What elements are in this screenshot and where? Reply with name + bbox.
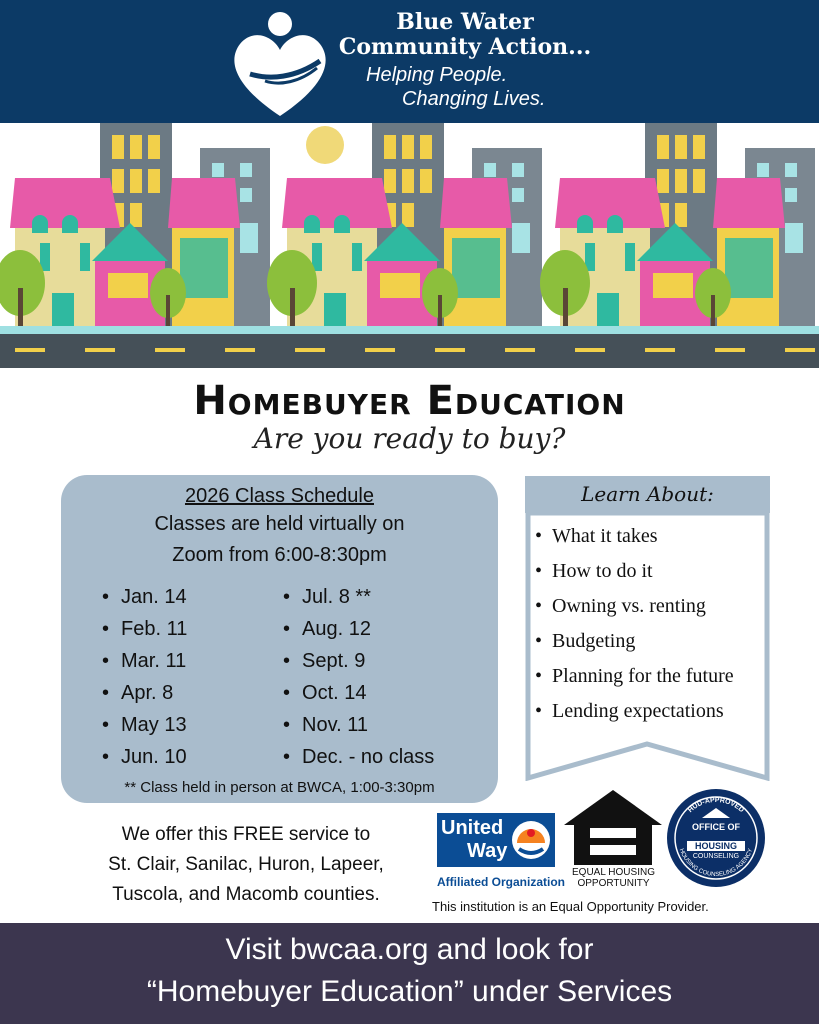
counties-line2: St. Clair, Sanilac, Huron, Lapeer, [108, 854, 384, 875]
date-item: • Nov. 11 [283, 711, 434, 743]
footer-banner [0, 923, 819, 1024]
counties-line3: Tuscola, and Macomb counties. [112, 884, 380, 905]
date-item: • Oct. 14 [283, 679, 434, 711]
hud-housing-text: HOUSING [687, 841, 745, 851]
date-item: • Aug. 12 [283, 615, 434, 647]
schedule-heading: 2026 Class Schedule [184, 485, 374, 507]
class-schedule-panel [61, 475, 498, 803]
learn-item: • Planning for the future [535, 660, 734, 695]
date-item: • Jun. 10 [102, 743, 187, 775]
tagline-line2: Changing Lives. [402, 88, 546, 110]
counties-text [76, 820, 416, 910]
org-name-line1: Blue Water [396, 9, 534, 35]
tagline-line1: Helping People. [366, 64, 508, 86]
date-item: • Mar. 11 [102, 647, 187, 679]
footer-line1: Visit bwcaa.org and look for [225, 933, 594, 966]
date-item: • Feb. 11 [102, 615, 187, 647]
city-houses-illustration [0, 123, 819, 368]
learn-item: • What it takes [535, 520, 734, 555]
hud-ring-top: HUD-APPROVED [687, 796, 745, 815]
learn-item: • Budgeting [535, 625, 734, 660]
org-name-line2: Community Action... [338, 34, 592, 60]
united-way-logo [437, 813, 555, 867]
learn-item: • Lending expectations [535, 695, 734, 730]
hud-counseling-text: COUNSELING [692, 853, 740, 860]
hud-office-text: OFFICE OF [692, 822, 740, 832]
learn-list [535, 520, 734, 730]
schedule-note: ** Class held in person at BWCA, 1:00-3:30pm [124, 779, 435, 796]
dates-list-left [102, 583, 187, 775]
heart-hug-logo-icon [225, 6, 335, 118]
date-item: • Jan. 14 [102, 583, 187, 615]
schedule-line1: Classes are held virtually on [154, 513, 405, 535]
date-item: • Dec. - no class [283, 743, 434, 775]
equal-housing-line2: OPPORTUNITY [577, 878, 650, 889]
united-way-word1: United [441, 817, 504, 839]
header-banner [0, 0, 819, 123]
dates-list-right [283, 583, 434, 775]
learn-item: • How to do it [535, 555, 734, 590]
equal-housing-line1: EQUAL HOUSING [572, 867, 655, 878]
hud-approved-seal-icon [666, 788, 766, 888]
learn-heading: Learn About: [581, 482, 714, 506]
hud-ring-bottom: HOUSING COUNSELING AGENCY [677, 847, 755, 879]
united-way-word2: Way [467, 840, 508, 862]
page-title: Homebuyer Education [193, 378, 626, 424]
equal-opportunity-statement: This institution is an Equal Opportunity Provider. [432, 899, 709, 914]
org-name [330, 10, 600, 60]
date-item: • Jul. 8 ** [283, 583, 434, 615]
date-item: • May 13 [102, 711, 187, 743]
page-subtitle: Are you ready to buy? [253, 422, 566, 455]
united-way-affiliation: Affiliated Organization [437, 875, 566, 889]
schedule-line2: Zoom from 6:00-8:30pm [172, 544, 387, 566]
footer-line2: “Homebuyer Education” under Services [146, 975, 673, 1008]
learn-item: • Owning vs. renting [535, 590, 734, 625]
learn-about-panel [525, 476, 770, 781]
date-item: • Sept. 9 [283, 647, 434, 679]
date-item: • Apr. 8 [102, 679, 187, 711]
united-way-hand-icon [511, 819, 551, 861]
counties-line1: We offer this FREE service to [121, 824, 371, 845]
